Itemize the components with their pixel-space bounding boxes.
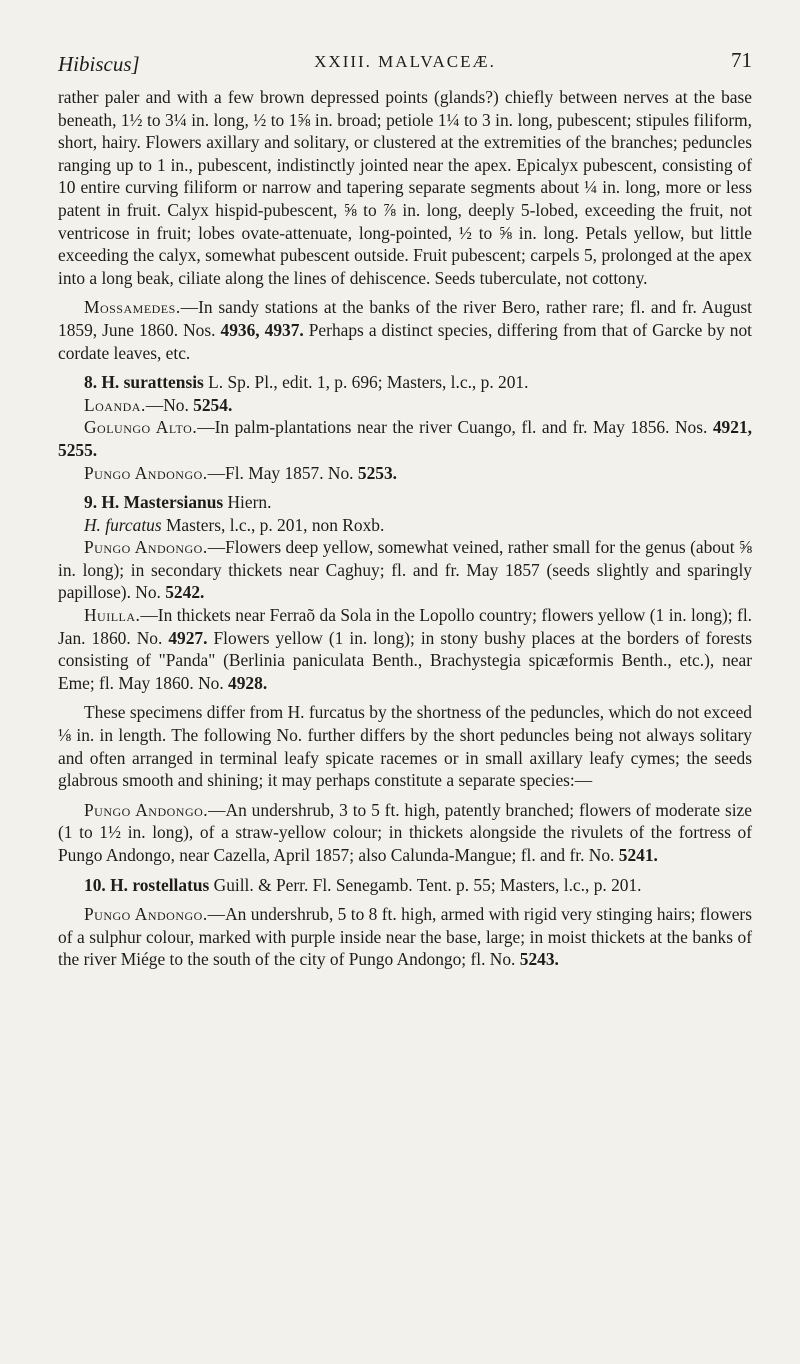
specimen-numbers: 4928. — [228, 672, 268, 693]
header-genus: Hibiscus] — [58, 52, 140, 76]
species-heading: 10. H. rostellatus Guill. & Perr. Fl. Senegamb. Tent. p. 55; Masters, l.c., p. 201. — [84, 874, 642, 895]
locality-name: Pungo Andongo. — [84, 537, 208, 558]
specimen-numbers: 4921, 5255. — [58, 417, 752, 460]
description-paragraph: rather paler and with a few brown depressed points (glands?) chiefly between nerves at the base beneath, 1½ to 3¼ in. long, ½ to 1⅝ in. broad; petiole 1¼ to 3 in. long, pubescent; stipules filiform, short, hairy. Flowers axillary and solitary, or clustered at the extremities of the branches; peduncles ranging up to 1 in., pubescent, indistinctly jointed near the apex. Epicalyx pubescent, consisting of 10 entire curving filiform or narrow and tapering separate segments about ¼ in. long, more or less patent in fruit. Calyx hispid-pubescent, ⅝ to ⅞ in. long, deeply 5-lobed, exceeding the fruit, not ventricose in fruit; lobes ovate-attenuate, long-pointed, ½ to ⅝ in. long. Petals yellow, but little exceeding the calyx, somewhat pubescent outside. Fruit pubescent; carpels 5, prolonged at the apex into a long beak, ciliate along the lines of dehiscence. Seeds tuberculate, not cottony. — [58, 87, 752, 288]
species-heading: 8. H. surattensis L. Sp. Pl., edit. 1, p. 696; Masters, l.c., p. 201. — [84, 372, 529, 393]
running-header — [58, 48, 752, 78]
specimen-numbers: 5253. — [357, 462, 398, 483]
locality-paragraph: Huilla.—In thickets near Ferraõ da Sola in the Lopollo country; flowers yellow (1 in. long); fl. Jan. 1860. No. 4927. Flowers yellow (1 in. long); in stony bushy places at the borders of forests consisting of "Panda" (Berlinia paniculata Benth., Brachystegia spicæformis Benth., etc.), near Eme; fl. May 1860. No. 4928. — [58, 605, 752, 693]
specimen-numbers: 4936, 4937. — [220, 319, 304, 340]
synonym-name: H. furcatus — [84, 514, 162, 535]
note-paragraph: These specimens differ from H. furcatus by the shortness of the peduncles, which do not exceed ⅛ in. in length. The following No. further differs by the short peduncles being not always solitary and often arranged in terminal leafy spicate racemes or in small axillary leafy cymes; the seeds glabrous smooth and shining; it may perhaps constitute a separate species:— — [58, 702, 752, 791]
page-body — [58, 86, 752, 971]
locality-name: Mossamedes. — [84, 297, 181, 318]
specimen-numbers: 5242. — [165, 582, 205, 603]
locality-name: Pungo Andongo. — [84, 904, 208, 925]
locality-paragraph: Pungo Andongo.—An undershrub, 5 to 8 ft. high, armed with rigid very stinging hairs; flowers of a sulphur colour, marked with purple inside near the base, large; in moist thickets at the banks of the river Miége to the south of the city of Pungo Andongo; fl. No. 5243. — [58, 904, 752, 970]
specimen-numbers: 5254. — [193, 394, 233, 415]
locality-paragraph: Pungo Andongo.—Fl. May 1857. No. 5253. — [84, 462, 398, 483]
synonym-line: H. furcatus Masters, l.c., p. 201, non Roxb. — [84, 514, 385, 535]
locality-paragraph: Loanda.—No. 5254. — [84, 394, 233, 415]
locality-paragraph: Mossamedes.—In sandy stations at the banks of the river Bero, rather rare; fl. and fr. August 1859, June 1860. Nos. 4936, 4937. Perhaps a distinct species, differing from that of Garcke by not cordate leaves, etc. — [58, 297, 752, 363]
species-name: rostellatus — [132, 874, 210, 895]
specimen-numbers: 5243. — [519, 949, 559, 970]
locality-name: Pungo Andongo. — [84, 799, 209, 820]
header-chapter: XXIII. MALVACEÆ. — [314, 52, 496, 71]
locality-name: Pungo Andongo. — [84, 462, 208, 483]
locality-name: Loanda. — [84, 394, 146, 415]
specimen-numbers: 5241. — [618, 845, 658, 865]
locality-paragraph: Pungo Andongo.—Flowers deep yellow, somewhat veined, rather small for the genus (about ⅝ in. long); in secondary thickets near Caghuy; fl. and fr. May 1857 (seeds slightly and sparingly papillose). No. 5242. — [58, 537, 752, 603]
specimen-numbers: 4927. — [168, 627, 208, 648]
locality-name: Golungo Alto. — [84, 417, 198, 438]
locality-name: Huilla. — [84, 605, 141, 626]
species-heading: 9. H. Mastersianus Hiern. — [84, 492, 272, 513]
locality-paragraph: Pungo Andongo.—An undershrub, 3 to 5 ft. high, patently branched; flowers of moderate size (1 to 1½ in. long), of a straw-yellow colour; in thickets alongside the rivulets of the fortress of Pungo Andongo, near Cazella, April 1857; also Calunda-Mangue; fl. and fr. No. 5241. — [58, 799, 752, 865]
species-name: surattensis — [123, 372, 204, 393]
page-number: 71 — [731, 48, 752, 72]
locality-paragraph: Golungo Alto.—In palm-plantations near the river Cuango, fl. and fr. May 1856. Nos. 4921, 5255. — [58, 417, 752, 460]
species-name: Mastersianus — [123, 492, 224, 513]
